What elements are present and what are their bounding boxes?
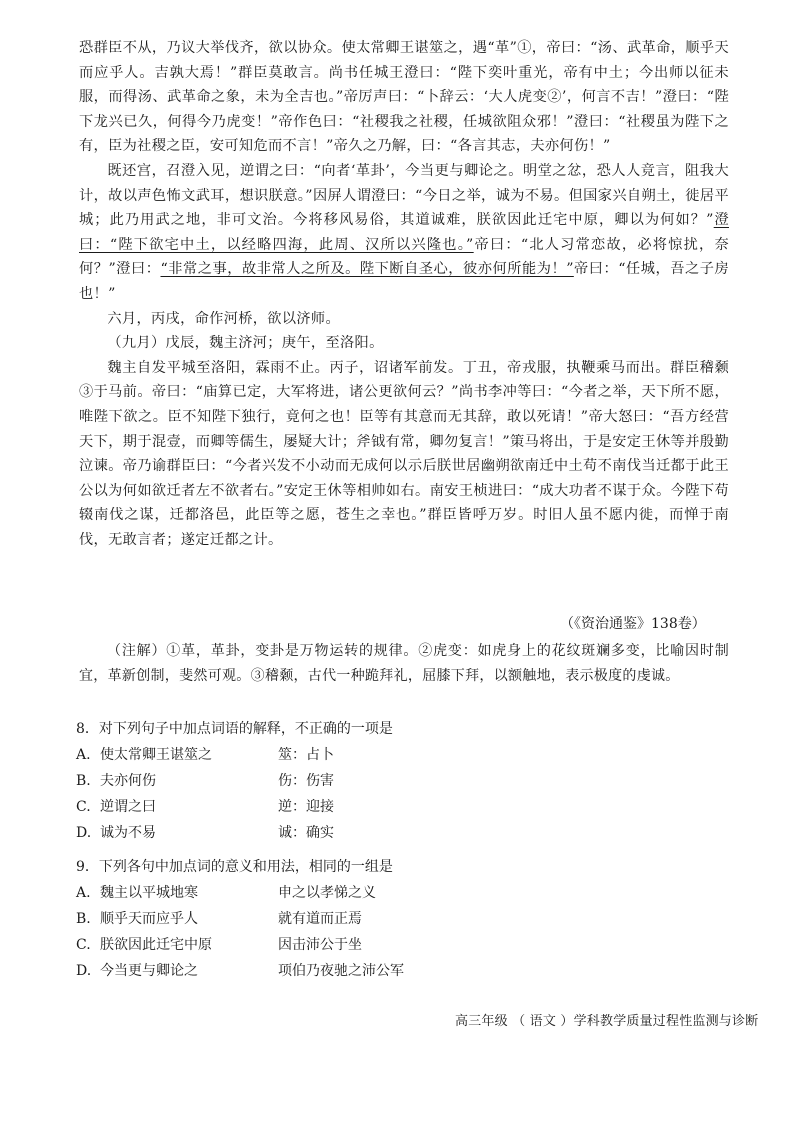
option-sentence: 夫亦何伤 (100, 773, 156, 789)
option-sentence: 逆谓之曰 (100, 799, 156, 815)
option-letter: A. (76, 747, 91, 763)
question-8-option-c (76, 794, 393, 820)
question-8-option-b (76, 768, 393, 794)
passage-source: （《资治通鉴》138卷） (560, 616, 706, 632)
option-sentence: 魏主以平城地寒 (100, 885, 198, 901)
question-9-option-c (76, 932, 404, 958)
option-letter: A. (76, 885, 91, 901)
underlined-sentence-1: 澄曰：“陛下欲宅中土，以经略四海，此周、汉所以兴隆也。” (79, 212, 729, 253)
option-gloss: 伤：伤害 (278, 773, 334, 789)
option-gloss: 项伯乃夜驰之沛公军 (278, 963, 404, 979)
question-9-option-a (76, 880, 404, 906)
passage-paragraph-1: 恐群臣不从，乃议大举伐齐，欲以协众。使太常卿王谌筮之，遇“革”①，帝曰：“汤、武革命，顺乎天而应乎人。吉孰大焉！”群臣莫敢言。尚书任城王澄曰：“陛下奕叶重光，帝有中土；今出师以征未服，而得汤、武革命之象，未为全吉也。”帝厉声曰：“卜辞云：‘大人虎变②’，何言不吉！”澄曰：“陛下龙兴已久，何得今乃虎变！”帝作色曰：“社稷我之社稷，任城欲阻众邪！”澄曰：“社稷虽为陛下之有，臣为社稷之臣，安可知危而不言！”帝久之乃解，曰：“各言其志，夫亦何伤！” (79, 40, 729, 155)
option-gloss: 诚：确实 (278, 825, 334, 841)
passage-paragraph-2-part-c: 帝曰：“任城，吾之子房也！” (79, 261, 729, 302)
option-gloss: 就有道而正焉 (278, 911, 362, 927)
option-gloss: 逆：迎接 (278, 799, 334, 815)
passage-paragraph-2-part-a: 既还宫，召澄入见，逆谓之曰：“向者‘革卦’，今当更与卿论之。明堂之忿，恐人人竞言，阻我大计，故以声色怖文武耳，想识朕意。”因屏人谓澄曰：“今日之举，诚为不易。但国家兴自朔土，徙居平城；此乃用武之地，非可文治。今将移风易俗，其道诚难，朕欲因此迁宅中原，卿以为何如？” (79, 162, 729, 229)
option-gloss: 筮：占卜 (278, 747, 334, 763)
question-9-stem: 9．下列各句中加点词的意义和用法，相同的一组是 (76, 859, 393, 875)
option-letter: C. (76, 937, 91, 953)
passage-paragraph-3: 六月，丙戌，命作河桥，欲以济师。 (107, 310, 340, 327)
passage-paragraph-5: 魏主自发平城至洛阳，霖雨不止。丙子，诏诸军前发。丁丑，帝戎服，执鞭乘马而出。群臣稽颡③于马前。帝曰：“庙算已定，大军将进，诸公更欲何云？”尚书李冲等曰：“今者之举，天下所不愿，唯陛下欲之。臣不知陛下独行，竟何之也！臣等有其意而无其辞，敢以死请！”帝大怒曰：“吾方经营天下，期于混壹，而卿等儒生，屡疑大计；斧钺有常，卿勿复言！”策马将出，于是安定王休等并殷勤泣谏。帝乃谕群臣曰：“今者兴发不小动而无成何以示后朕世居幽朔欲南迁中土苟不南伐当迁都于此王公以为何如欲迁者左不欲者右。”安定王休等相帅如右。南安王桢进曰：“成大功者不谋于众。今陛下苟辍南伐之谋，迁都洛邑，此臣等之愿，苍生之幸也。”群臣皆呼万岁。时旧人虽不愿内徙，而惮于南伐，无敢言者；遂定迁都之计。 (79, 359, 729, 548)
option-letter: B. (76, 911, 91, 927)
passage-paragraph-4: （九月）戊辰，魏主济河；庚午，至洛阳。 (107, 335, 384, 352)
question-9-option-b (76, 906, 404, 932)
option-letter: D. (76, 825, 92, 841)
option-letter: C. (76, 799, 91, 815)
option-sentence: 使太常卿王谌筮之 (100, 747, 212, 763)
option-gloss: 申之以孝悌之义 (278, 885, 376, 901)
passage-paragraph-2-part-b: 帝曰：“北人习常恋故，必将惊扰，奈何？”澄曰： (79, 236, 729, 278)
question-8-option-a (76, 742, 393, 768)
question-8 (76, 716, 393, 846)
option-letter: B. (76, 773, 91, 789)
question-8-option-d (76, 820, 393, 846)
option-letter: D. (76, 963, 92, 979)
reading-passage (79, 36, 729, 552)
option-sentence: 顺乎天而应乎人 (100, 911, 198, 927)
option-gloss: 因击沛公于坐 (278, 937, 362, 953)
page-footer: 高三年级 （ 语文 ）学科教学质量过程性监测与诊断 (455, 1014, 759, 1029)
option-sentence: 今当更与卿论之 (100, 963, 198, 979)
passage-paragraph-2 (79, 159, 729, 307)
question-9 (76, 854, 404, 984)
option-sentence: 诚为不易 (100, 825, 156, 841)
question-8-stem: 8．对下列句子中加点词语的解释，不正确的一项是 (76, 721, 393, 737)
option-sentence: 朕欲因此迁宅中原 (100, 937, 212, 953)
annotation-notes: （注解）①革，革卦，变卦是万物运转的规律。②虎变：如虎身上的花纹斑斓多变，比喻因时制宜，革新创制，斐然可观。③稽颡，古代一种跪拜礼，屈膝下拜，以额触地，表示极度的虔诚。 (79, 643, 729, 684)
underlined-sentence-2: “非常之事，故非常人之所及。陛下断自圣心，彼亦何所能为！” (160, 261, 574, 278)
question-9-option-d (76, 958, 404, 984)
